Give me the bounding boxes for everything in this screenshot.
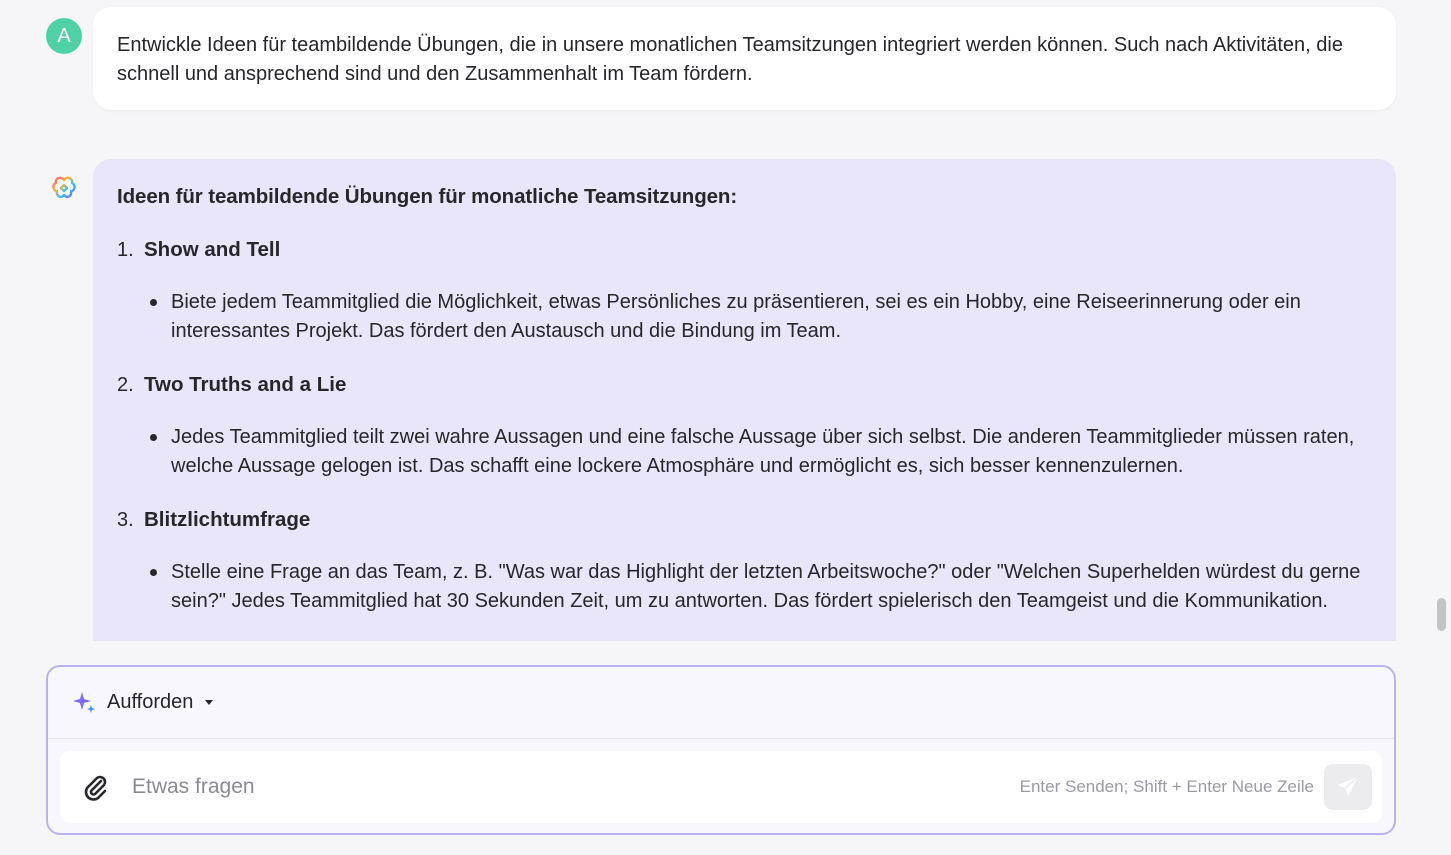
list-item-number: 1. bbox=[117, 239, 134, 261]
send-icon bbox=[1335, 774, 1361, 800]
list-item-title bbox=[117, 370, 1372, 400]
send-button[interactable] bbox=[1324, 764, 1372, 810]
list-item-bullet bbox=[117, 288, 1372, 346]
bullet-text: Biete jedem Teammitglied die Möglichkeit, etwas Persönliches zu präsentieren, sei es ein Hobby, eine Reiseerinnerung oder ein interessantes Projekt. Das fördert den Austausch und die Bindung im Team. bbox=[171, 291, 1301, 342]
caret-down-icon[interactable] bbox=[205, 700, 213, 705]
mode-selector[interactable] bbox=[48, 667, 1394, 739]
sparkle-icon bbox=[72, 690, 97, 715]
list-item-number: 3. bbox=[117, 509, 134, 531]
user-avatar: A bbox=[46, 18, 82, 54]
user-message-text: Entwickle Ideen für teambildende Übungen, die in unsere monatlichen Teamsitzungen integriert werden können. Such nach Aktivitäten, die schnell und ansprechend sind und den Zusammenhalt im Team fördern. bbox=[117, 34, 1343, 85]
list-item-title-text: Show and Tell bbox=[144, 238, 281, 261]
user-message bbox=[93, 7, 1396, 110]
bullet-dot bbox=[117, 423, 171, 481]
bullet-dot bbox=[117, 558, 171, 616]
ai-logo-icon bbox=[52, 176, 76, 200]
paperclip-icon[interactable] bbox=[80, 772, 110, 802]
composer bbox=[46, 665, 1396, 835]
ai-message-heading: Ideen für teambildende Übungen für monatliche Teamsitzungen: bbox=[117, 185, 738, 208]
list-item-title-text: Blitzlichtumfrage bbox=[144, 508, 311, 531]
ask-input[interactable] bbox=[132, 767, 1020, 807]
input-area bbox=[60, 751, 1382, 823]
list-item-number: 2. bbox=[117, 374, 134, 396]
scrollbar-thumb[interactable] bbox=[1437, 598, 1446, 631]
bullet-text: Stelle eine Frage an das Team, z. B. "Was war das Highlight der letzten Arbeitswoche?" oder "Welchen Superhelden würdest du gerne sein?" Jedes Teammitglied hat 30 Sekunden Zeit, um zu antworten. Das fördert spielerisch den Teamgeist und die Kommunikation. bbox=[171, 561, 1361, 612]
list-item-title bbox=[117, 235, 1372, 265]
bullet-text: Jedes Teammitglied teilt zwei wahre Aussagen und eine falsche Aussage über sich selbst. Die anderen Teammitglieder müssen raten, welche Aussage gelogen ist. Das schafft eine lockere Atmosphäre und ermöglicht es, sich besser kennenzulernen. bbox=[171, 426, 1355, 477]
bullet-dot bbox=[117, 288, 171, 346]
list-item-bullet bbox=[117, 423, 1372, 481]
list-item-title bbox=[117, 505, 1372, 535]
send-hint: Enter Senden; Shift + Enter Neue Zeile bbox=[1019, 777, 1314, 796]
list-item-bullet bbox=[117, 558, 1372, 616]
ai-message bbox=[93, 159, 1396, 641]
list-item-title-text: Two Truths and a Lie bbox=[144, 373, 347, 396]
mode-label: Aufforden bbox=[107, 691, 194, 713]
